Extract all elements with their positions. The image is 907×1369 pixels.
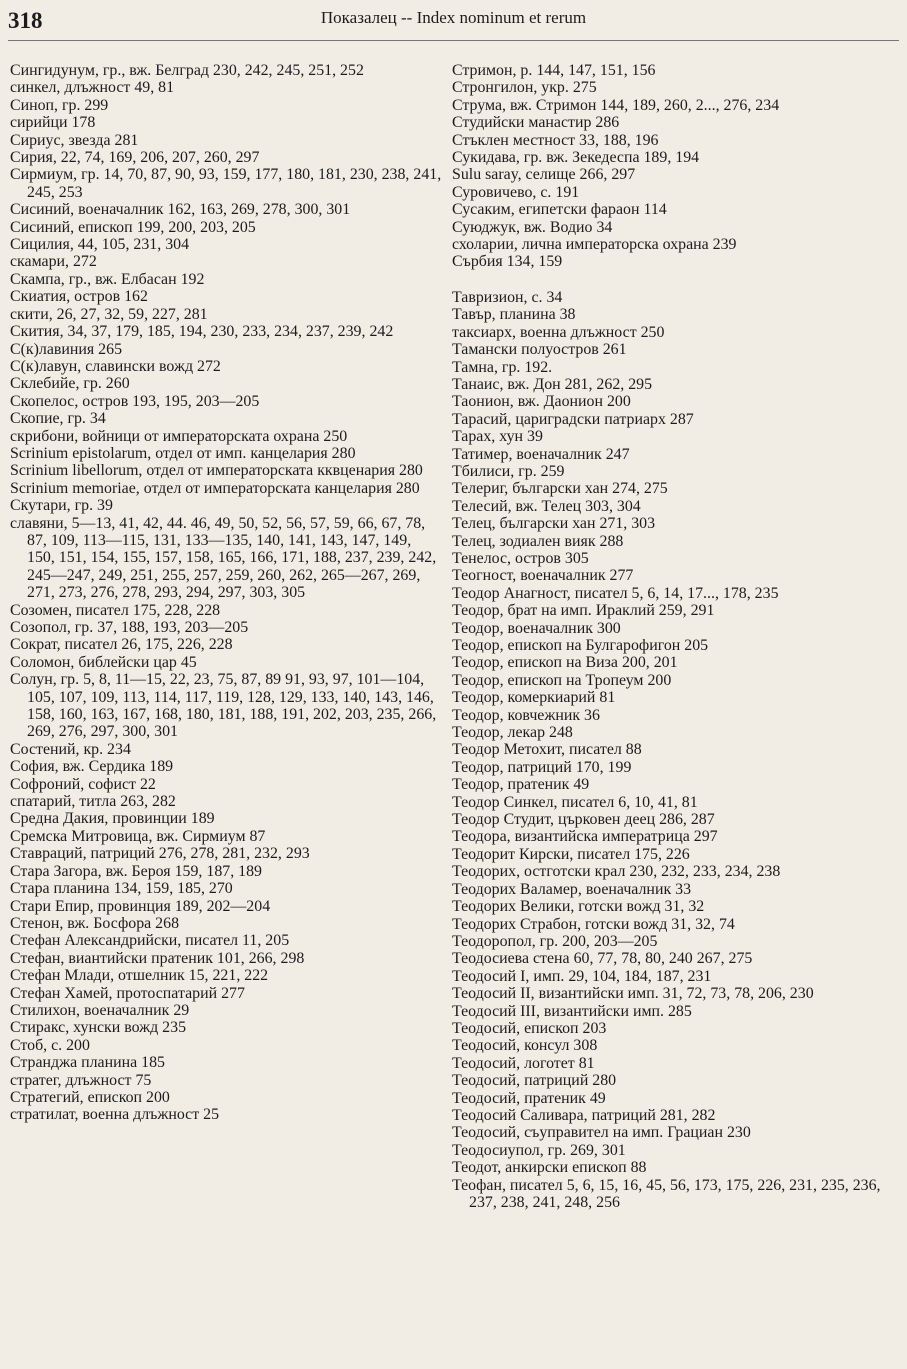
index-entry: таксиарх, военна длъжност 250	[452, 323, 665, 341]
index-entry: Стара планина 134, 159, 185, 270	[10, 880, 233, 898]
index-entry: Теодор, ковчежник 36	[452, 706, 600, 724]
index-entry: Скития, 34, 37, 179, 185, 194, 230, 233, 234, 237, 239, 242	[10, 323, 394, 341]
index-entry: Sulu saray, селище 266, 297	[452, 166, 636, 184]
index-entry: Стефан Александрийски, писател 11, 205	[10, 932, 290, 950]
index-entry: Стратегий, епископ 200	[10, 1088, 170, 1106]
index-entry: Теодоропол, гр. 200, 203—205	[452, 932, 658, 950]
index-entry: Теодосий, логотет 81	[452, 1054, 595, 1072]
index-entry: Теодосий, епископ 203	[452, 1019, 607, 1037]
index-entry: спатарий, титла 263, 282	[10, 793, 176, 811]
index-entry: Сисиний, епископ 199, 200, 203, 205	[10, 218, 256, 236]
index-entry: Суюджук, вж. Водио 34	[452, 218, 613, 236]
index-entry: Танаис, вж. Дон 281, 262, 295	[452, 375, 653, 393]
index-entry: Соломон, библейски цар 45	[10, 653, 197, 671]
index-entry: схоларии, лична императорска охрана 239	[452, 236, 737, 254]
index-entry: Стъклен местност 33, 188, 196	[452, 131, 659, 149]
index-entry: Теодорих Валамер, военачалник 33	[452, 880, 692, 898]
index-entry: Суровичево, с. 191	[452, 183, 580, 201]
index-entry: стратег, длъжност 75	[10, 1071, 152, 1089]
index-entry: Телец, български хан 271, 303	[452, 515, 656, 533]
index-entry: Сърбия 134, 159	[452, 253, 563, 271]
index-entry: Средна Дакия, провинции 189	[10, 810, 215, 828]
index-entry: Теодор Синкел, писател 6, 10, 41, 81	[452, 793, 698, 811]
index-entry: Теодор, пратеник 49	[452, 776, 590, 794]
index-entry: Стилихон, военачалник 29	[10, 1001, 190, 1019]
index-entry: скити, 26, 27, 32, 59, 227, 281	[10, 305, 208, 323]
index-entry: славяни, 5—13, 41, 42, 44. 46, 49, 50, 52, 56, 57, 59, 66, 67, 78, 87, 109, 113—115, 131, 133—135, 140, 141, 143, 147, 149, 150, 151, 154, 155, 157, 158, 165, 166, 171, 188, 237, 239, 242, 245—247, 249, 251, 255, 257, 259, 260, 262, 265—267, 269, 271, 273, 276, 278, 293, 294, 297, 303, 305	[10, 514, 437, 602]
index-entry: Сирмиум, гр. 14, 70, 87, 90, 93, 159, 177, 180, 181, 230, 238, 241, 245, 253	[10, 166, 442, 201]
index-entry: Теодор, епископ на Виза 200, 201	[452, 654, 678, 672]
index-entry: Сисиний, военачалник 162, 163, 269, 278, 300, 301	[10, 201, 351, 219]
index-entry: Тбилиси, гр. 259	[452, 462, 565, 480]
index-entry: Синоп, гр. 299	[10, 96, 109, 114]
index-entry: синкел, длъжност 49, 81	[10, 79, 175, 97]
index-entry: скрибони, войници от императорската охрана 250	[10, 427, 348, 445]
index-entry: Теодосий, съуправител на имп. Грациан 230	[452, 1124, 751, 1142]
index-entry: Теодора, византийска императрица 297	[452, 828, 718, 846]
index-entry: София, вж. Сердика 189	[10, 758, 174, 776]
index-entry: Созопол, гр. 37, 188, 193, 203—205	[10, 619, 249, 636]
index-entry: Тавър, планина 38	[452, 306, 576, 324]
running-header: Показалец -- Index nominum et rerum	[320, 8, 587, 27]
index-entry: С(к)лавиния 265	[10, 340, 123, 358]
index-entry: Теодор, военачалник 300	[452, 619, 621, 637]
index-entry: Сукидава, гр. вж. Зекедеспа 189, 194	[452, 149, 700, 167]
index-entry: Теодосий III, византийски имп. 285	[452, 1002, 692, 1020]
index-entry: Телесий, вж. Телец 303, 304	[452, 497, 641, 515]
index-column-left	[10, 62, 442, 1124]
index-entry: Сирия, 22, 74, 169, 206, 207, 260, 297	[10, 149, 260, 167]
index-entry: Стефан Млади, отшелник 15, 221, 222	[10, 967, 269, 985]
index-entry: скамари, 272	[10, 253, 97, 271]
index-entry: Теодорит Кирски, писател 175, 226	[452, 845, 690, 863]
index-column-right	[452, 62, 892, 1211]
page-number: 318	[8, 8, 43, 33]
index-entry: Тамна, гр. 192.	[452, 358, 553, 376]
index-entry: Телец, зодиален вияк 288	[452, 532, 624, 550]
index-entry: Склебийе, гр. 260	[10, 375, 130, 393]
index-entry: Стари Епир, провинция 189, 202—204	[10, 897, 271, 915]
header-rule	[8, 40, 899, 41]
index-entry: Теодот, анкирски епископ 88	[452, 1159, 647, 1177]
index-entry: Странджа планина 185	[10, 1054, 165, 1072]
index-entry: Теодосий, пратеник 49	[452, 1089, 606, 1107]
index-entry: Стримон, р. 144, 147, 151, 156	[452, 62, 656, 79]
index-entry: Скопие, гр. 34	[10, 410, 106, 428]
index-entry: Сицилия, 44, 105, 231, 304	[10, 236, 190, 254]
index-entry: Скиатия, остров 162	[10, 288, 148, 306]
index-entry: Таонион, вж. Даонион 200	[452, 393, 631, 411]
index-entry: Сократ, писател 26, 175, 226, 228	[10, 636, 233, 654]
index-entry: Ставраций, патриций 276, 278, 281, 232, 293	[10, 845, 310, 863]
index-entry: Теодор, лекар 248	[452, 724, 573, 742]
index-entry: Теодосиева стена 60, 77, 78, 80, 240 267, 275	[452, 950, 753, 968]
index-entry: Телериг, български хан 274, 275	[452, 480, 668, 498]
index-entry: стратилат, военна длъжност 25	[10, 1106, 220, 1124]
index-entry: Тарасий, цариградски патриарх 287	[452, 410, 694, 428]
index-entry: Теодор, патриций 170, 199	[452, 758, 632, 776]
index-entry: Scrinium epistolarum, отдел от имп. канцелария 280	[10, 444, 356, 462]
index-entry: Состений, кр. 234	[10, 740, 131, 758]
index-entry: Теодосий II, византийски имп. 31, 72, 73, 78, 206, 230	[452, 985, 814, 1003]
index-entry: Теодосий, патриций 280	[452, 1072, 617, 1090]
index-entry: Сусаким, египетски фараон 114	[452, 201, 667, 219]
index-entry: Теодосий Саливара, патриций 281, 282	[452, 1106, 716, 1124]
index-entry: С(к)лавун, славински вожд 272	[10, 357, 221, 375]
index-entry: Теодор, брат на имп. Ираклий 259, 291	[452, 602, 715, 620]
index-entry: Теодор Анагност, писател 5, 6, 14, 17..., 178, 235	[452, 584, 779, 602]
index-entry: Теодор Студит, църковен деец 286, 287	[452, 811, 715, 829]
index-entry: Солун, гр. 5, 8, 11—15, 22, 23, 75, 87, 89 91, 93, 97, 101—104, 105, 107, 109, 113, 114, 117, 119, 128, 129, 133, 140, 143, 146, 158, 160, 163, 167, 168, 180, 181, 188, 191, 202, 203, 235, 266, 269, 276, 297, 300, 301	[10, 671, 437, 741]
index-entry: сирийци 178	[10, 114, 96, 132]
index-entry: Теодор, епископ на Тропеум 200	[452, 671, 672, 689]
index-entry: Скопелос, остров 193, 195, 203—205	[10, 392, 260, 410]
index-entry: Стенон, вж. Босфора 268	[10, 914, 180, 932]
index-entry: Теодосий, консул 308	[452, 1037, 598, 1055]
index-entry: Теофан, писател 5, 6, 15, 16, 45, 56, 173, 175, 226, 231, 235, 236, 237, 238, 241, 248, 256	[452, 1176, 881, 1211]
index-entry: Теодосий I, имп. 29, 104, 184, 187, 231	[452, 967, 712, 985]
index-entry: Стефан Хамей, протоспатарий 277	[10, 984, 245, 1002]
index-entry: Теодорих, остготски крал 230, 232, 233, 234, 238	[452, 863, 781, 881]
index-entry: Тамански полуостров 261	[452, 341, 627, 359]
index-entry: Татимер, военачалник 247	[452, 445, 630, 463]
index-entry: Скутари, гр. 39	[10, 497, 113, 515]
index-entry: Теогност, военачалник 277	[452, 567, 634, 585]
index-entry: Скампа, гр., вж. Елбасан 192	[10, 270, 205, 288]
index-entry: Scrinium memoriae, отдел от императорската канцелария 280	[10, 479, 420, 497]
index-entry: Софроний, софист 22	[10, 775, 156, 793]
index-entry: Стара Загора, вж. Бероя 159, 187, 189	[10, 862, 262, 880]
index-entry: Стоб, с. 200	[10, 1036, 90, 1054]
index-entry: Стронгилон, укр. 275	[452, 79, 597, 97]
index-entry: Тавризион, с. 34	[452, 288, 563, 306]
index-entry: Сремска Митровица, вж. Сирмиум 87	[10, 827, 266, 845]
index-entry: Теодорих Велики, готски вожд 31, 32	[452, 898, 705, 916]
index-entry: Scrinium libellorum, отдел от императорската кквценария 280	[10, 462, 423, 480]
index-entry: Сингидунум, гр., вж. Белград 230, 242, 245, 251, 252	[10, 62, 364, 79]
index-entry: Стефан, виантийски пратеник 101, 266, 298	[10, 949, 305, 967]
index-entry: Струма, вж. Стримон 144, 189, 260, 2..., 276, 234	[452, 96, 780, 114]
index-entry: Стиракс, хунски вожд 235	[10, 1019, 187, 1037]
index-entry: Созомен, писател 175, 228, 228	[10, 601, 221, 619]
index-entry: Сириус, звезда 281	[10, 131, 139, 149]
index-entry: Теодор Метохит, писател 88	[452, 741, 642, 759]
index-entry: Теодорих Страбон, готски вожд 31, 32, 74	[452, 915, 735, 933]
index-entry: Теодор, епископ на Булгарофигон 205	[452, 637, 709, 654]
index-entry: Студийски манастир 286	[452, 114, 620, 132]
index-entry: Тенелос, остров 305	[452, 549, 589, 567]
section-gap	[452, 271, 892, 289]
index-entry: Теодосиупол, гр. 269, 301	[452, 1141, 626, 1159]
index-entry: Тарах, хун 39	[452, 428, 543, 446]
index-entry: Теодор, комеркиарий 81	[452, 689, 616, 707]
